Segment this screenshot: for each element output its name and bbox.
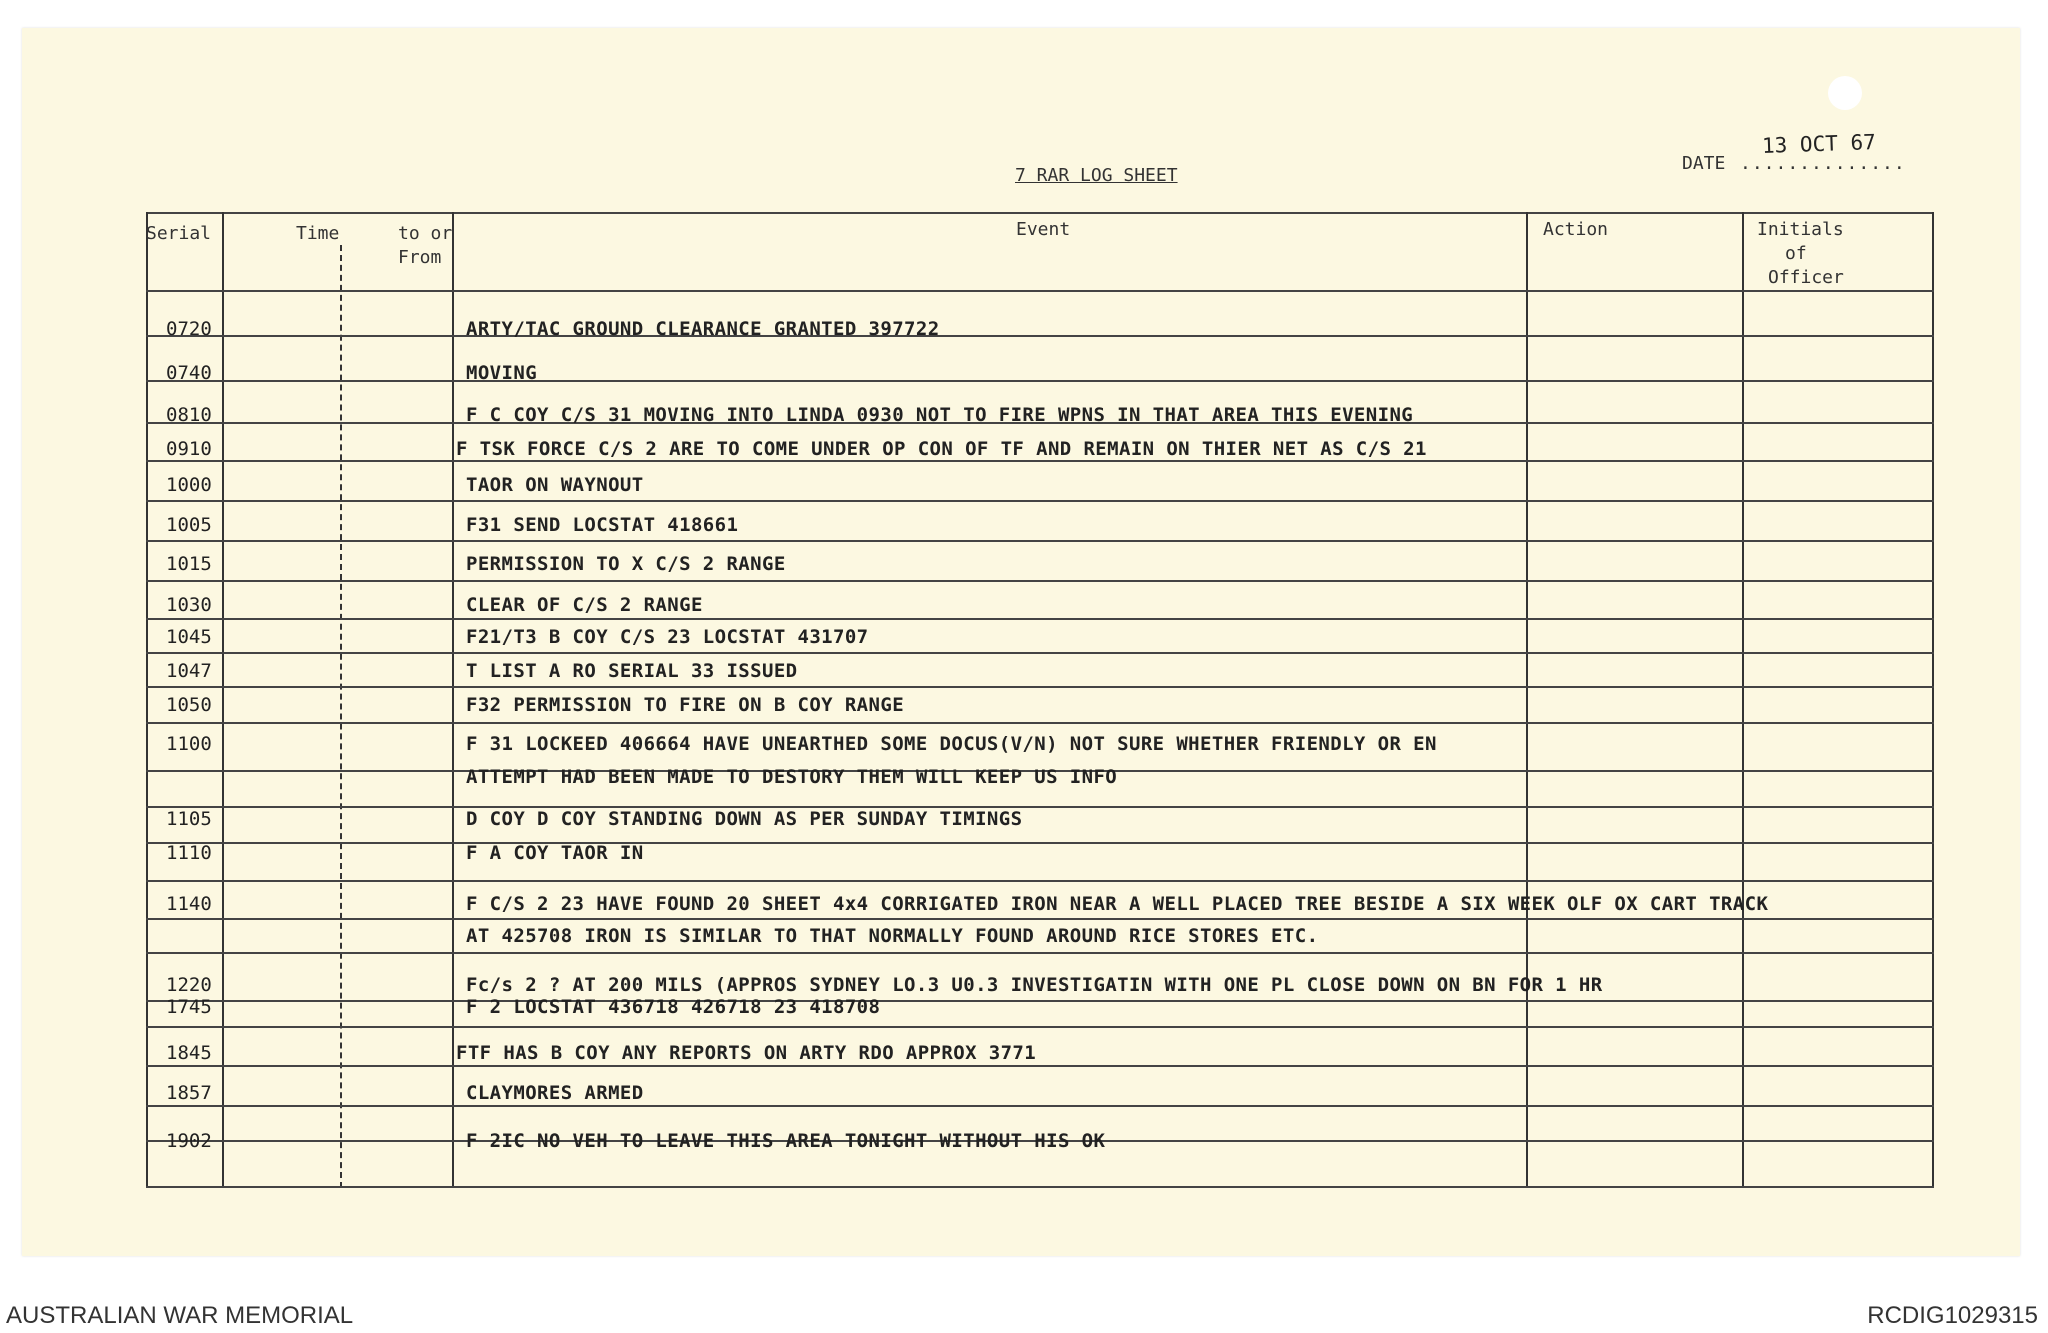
row-divider [146, 380, 1934, 382]
header-initials: Initials [1757, 219, 1844, 240]
punch-hole [1828, 76, 1862, 110]
row-divider [146, 1000, 1934, 1002]
entry-event: FTF HAS B COY ANY REPORTS ON ARTY RDO APPROX 3771 [456, 1042, 1037, 1064]
date-value: 13 OCT 67 [1761, 130, 1877, 158]
footer-archive-name: AUSTRALIAN WAR MEMORIAL [6, 1302, 354, 1329]
row-divider [146, 500, 1934, 502]
entry-event: D COY D COY STANDING DOWN AS PER SUNDAY TIMINGS [466, 808, 1023, 830]
header-event: Event [1016, 219, 1071, 240]
row-divider [146, 722, 1934, 724]
row-divider [146, 335, 1934, 337]
header-of: of [1785, 243, 1807, 264]
entry-event: T LIST A RO SERIAL 33 ISSUED [466, 660, 798, 682]
entry-event: F31 SEND LOCSTAT 418661 [466, 514, 739, 536]
footer-record-id: RCDIG1029315 [1867, 1302, 2038, 1329]
entry-serial: 1005 [166, 514, 212, 536]
entry-event: PERMISSION TO X C/S 2 RANGE [466, 553, 786, 575]
entry-event: F C COY C/S 31 MOVING INTO LINDA 0930 NOT TO FIRE WPNS IN THAT AREA THIS EVENING [466, 404, 1414, 426]
row-divider [146, 686, 1934, 688]
row-divider [146, 460, 1934, 462]
entry-event: MOVING [466, 362, 538, 384]
header-to-or: to or [398, 223, 453, 244]
entry-event: ARTY/TAC GROUND CLEARANCE GRANTED 397722 [466, 318, 940, 340]
entry-serial: 1105 [166, 808, 212, 830]
row-divider [146, 842, 1934, 844]
header-time: Time [296, 223, 340, 244]
entry-serial: 1902 [166, 1130, 212, 1152]
row-divider [146, 1105, 1934, 1107]
entry-event: F21/T3 B COY C/S 23 LOCSTAT 431707 [466, 626, 869, 648]
row-divider [146, 1065, 1934, 1067]
entry-event: CLAYMORES ARMED [466, 1082, 644, 1104]
header-action: Action [1543, 219, 1609, 240]
column-divider [1526, 212, 1528, 1188]
row-divider [146, 1026, 1934, 1028]
entry-serial: 1140 [166, 893, 212, 915]
entry-serial: 1100 [166, 733, 212, 755]
entry-event: F32 PERMISSION TO FIRE ON B COY RANGE [466, 694, 905, 716]
entry-serial: 1000 [166, 474, 212, 496]
entry-serial: 1220 [166, 974, 212, 996]
column-divider [1932, 212, 1934, 1188]
entry-event: Fc/s 2 ? AT 200 MILS (APPROS SYDNEY LO.3 U0.3 INVESTIGATIN WITH ONE PL CLOSE DOWN ON BN FOR 1 HR [466, 974, 1603, 996]
sheet-title: 7 RAR LOG SHEET [1015, 165, 1178, 186]
row-divider [146, 806, 1934, 808]
entry-serial: 1110 [166, 842, 212, 864]
row-divider [146, 918, 1934, 920]
row-divider [146, 290, 1934, 292]
row-divider [146, 1186, 1934, 1188]
entry-event: F TSK FORCE C/S 2 ARE TO COME UNDER OP CON OF TF AND REMAIN ON THIER NET AS C/S 21 [456, 438, 1427, 460]
entry-event: F 31 LOCKEED 406664 HAVE UNEARTHED SOME DOCUS(V/N) NOT SURE WHETHER FRIENDLY OR EN [466, 733, 1437, 755]
header-from: From [398, 247, 442, 268]
entry-serial: 1045 [166, 626, 212, 648]
row-divider [146, 580, 1934, 582]
header-serial: Serial [146, 223, 212, 244]
column-divider [452, 212, 454, 1188]
entry-serial: 1015 [166, 553, 212, 575]
header-officer: Officer [1768, 267, 1844, 288]
row-divider [146, 540, 1934, 542]
entry-event: CLEAR OF C/S 2 RANGE [466, 594, 703, 616]
column-divider [222, 212, 224, 1188]
entry-serial: 0740 [166, 362, 212, 384]
entry-event: F C/S 2 23 HAVE FOUND 20 SHEET 4x4 CORRIGATED IRON NEAR A WELL PLACED TREE BESIDE A SIX WEEK OLF OX CART TRACK [466, 893, 1769, 915]
table-top-border [146, 212, 1934, 214]
row-divider [146, 652, 1934, 654]
entry-event: F 2 LOCSTAT 436718 426718 23 418708 [466, 996, 881, 1018]
date-label: DATE [1682, 153, 1726, 174]
row-divider [146, 618, 1934, 620]
entry-serial: 1845 [166, 1042, 212, 1064]
entry-serial: 1047 [166, 660, 212, 682]
entry-event: F 2IC NO VEH TO LEAVE THIS AREA TONIGHT WITHOUT HIS OK [466, 1130, 1106, 1152]
entry-event: TAOR ON WAYNOUT [466, 474, 644, 496]
entry-serial: 1745 [166, 996, 212, 1018]
column-divider [146, 212, 148, 1188]
entry-event: AT 425708 IRON IS SIMILAR TO THAT NORMALLY FOUND AROUND RICE STORES ETC. [466, 925, 1319, 947]
date-dots: .............. [1740, 153, 1906, 174]
column-divider [1742, 212, 1744, 1188]
entry-event: F A COY TAOR IN [466, 842, 644, 864]
column-divider [340, 245, 342, 1188]
entry-serial: 1030 [166, 594, 212, 616]
entry-serial: 0910 [166, 438, 212, 460]
entry-serial: 1857 [166, 1082, 212, 1104]
entry-serial: 0720 [166, 318, 212, 340]
row-divider [146, 880, 1934, 882]
row-divider [146, 952, 1934, 954]
entry-serial: 0810 [166, 404, 212, 426]
entry-event: ATTEMPT HAD BEEN MADE TO DESTORY THEM WILL KEEP US INFO [466, 766, 1118, 788]
entry-serial: 1050 [166, 694, 212, 716]
